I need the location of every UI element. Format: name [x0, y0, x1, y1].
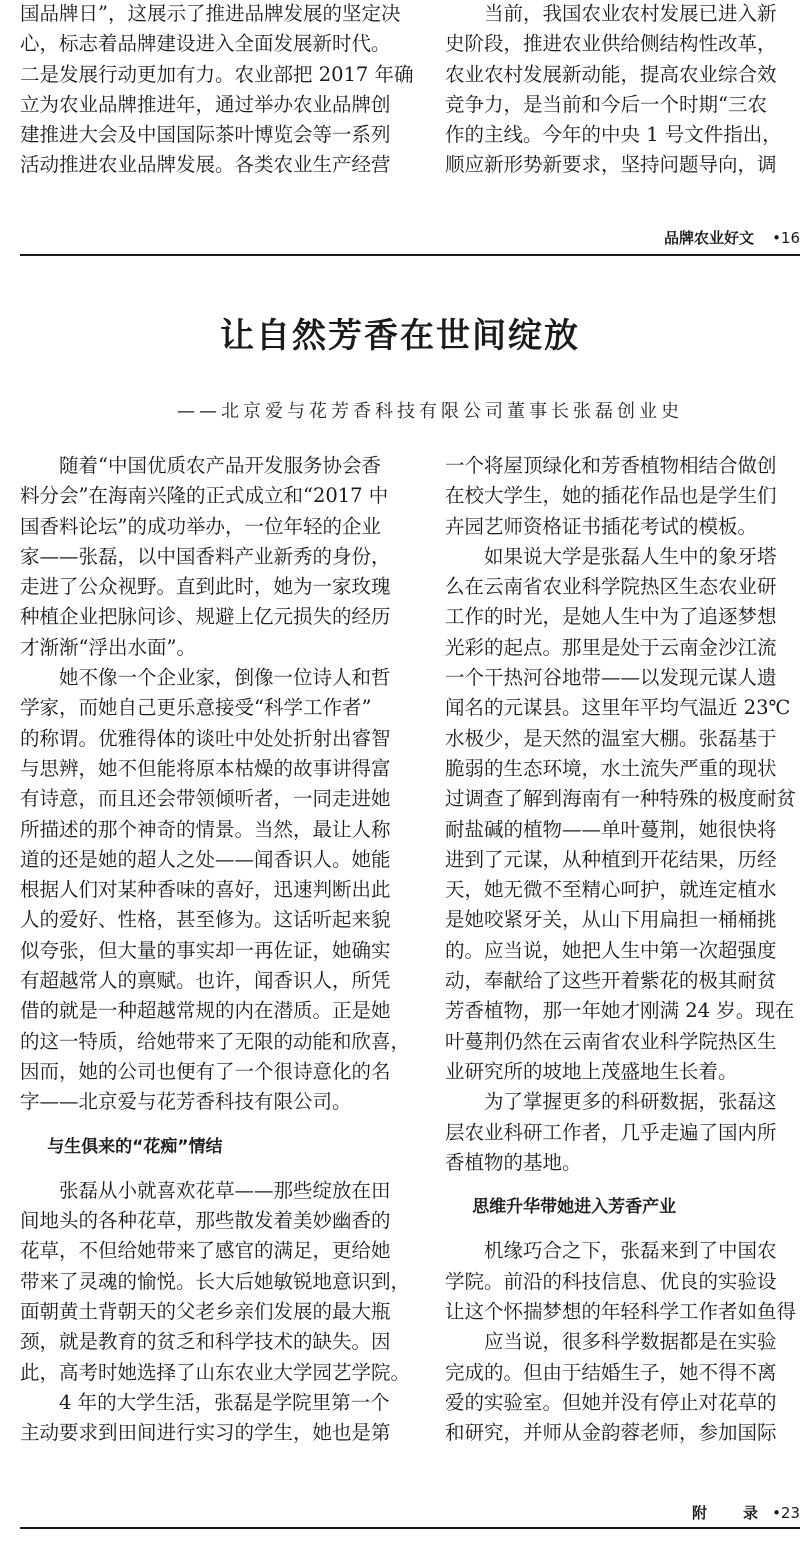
- running-footer-label: 附: [692, 1504, 708, 1522]
- text-line: 过调查了解到海南有一种特殊的极度耐贫: [445, 787, 797, 811]
- running-header: [664, 227, 800, 248]
- text-line: 么在云南省农业科学院热区生态农业研: [445, 575, 777, 599]
- text-line: 让这个怀揣梦想的年轻科学工作者如鱼得: [445, 1300, 797, 1324]
- text-line: 带来了灵魂的愉悦。长大后她敏锐地意识到，: [20, 1269, 411, 1293]
- text-line: 借的就是一种超越常规的内在潜质。正是她: [20, 999, 391, 1023]
- text-line: 一个将屋顶绿化和芳香植物相结合做创: [445, 454, 777, 477]
- text-line: 学家，而她自己更乐意接受“科学工作者”: [20, 696, 372, 720]
- text-line: 天，她无微不至精心呵护，就连定植水: [445, 878, 777, 902]
- text-line: 的称谓。优雅得体的谈吐中处处折射出睿智: [20, 726, 391, 750]
- text-line: 料分会”在海南兴隆的正式成立和“2017 中: [20, 484, 389, 508]
- text-line: 4 年的大学生活，张磊是学院里第一个: [59, 1390, 390, 1414]
- text-line: 是她咬紧牙关，从山下用扁担一桶桶挑: [445, 908, 777, 932]
- text-line: 叶蔓荆仍然在云南省农业科学院热区生: [445, 1029, 777, 1053]
- top-left-column: [20, 0, 415, 181]
- body-left-column: [20, 451, 415, 1449]
- text-line: 芳香植物，那一年她才刚满 24 岁。现在: [445, 999, 795, 1023]
- text-line: 面朝黄土背朝天的父老乡亲们发展的最大瓶: [20, 1300, 391, 1324]
- text-line: 颈，就是教育的贫乏和科学技术的缺失。因: [20, 1330, 391, 1354]
- text-line: 字——北京爱与花芳香科技有限公司。: [20, 1090, 352, 1114]
- running-footer: [692, 1502, 800, 1523]
- text-line: 家——张磊，以中国香料产业新秀的身份，: [20, 544, 391, 568]
- section-heading: 与生俱来的“花痴”情结: [47, 1136, 223, 1157]
- header-rule: [20, 254, 800, 256]
- running-header-section: 品牌农业好文: [664, 229, 755, 247]
- text-line: 立为农业品牌推进年，通过举办农业品牌创: [20, 92, 391, 116]
- text-line: 在校大学生，她的插花作品也是学生们: [445, 484, 777, 508]
- text-line: 有超越常人的禀赋。也许，闻香识人，所凭: [20, 969, 391, 993]
- running-footer-label: 录: [743, 1504, 759, 1522]
- text-line: 张磊从小就喜欢花草——那些绽放在田: [59, 1178, 391, 1202]
- article-subtitle: ——北京爱与花芳香科技有限公司董事长张磊创业史: [177, 401, 683, 422]
- text-line: 闻名的元谋县。这里年平均气温近 23℃: [445, 696, 791, 720]
- text-line: 心，标志着品牌建设进入全面发展新时代。: [20, 32, 391, 56]
- text-line: 作的主线。今年的中央 1 号文件指出，: [445, 123, 782, 147]
- text-line: 间地头的各种花草，那些散发着美妙幽香的: [20, 1209, 391, 1233]
- text-line: 的。应当说，她把人生中第一次超强度: [445, 938, 777, 962]
- page-number: •23: [772, 1504, 800, 1522]
- text-line: 才渐渐“浮出水面”。: [20, 635, 196, 659]
- text-line: 此，高考时她选择了山东农业大学园艺学院。: [20, 1360, 411, 1384]
- text-line: 人的爱好、性格，甚至修为。这话听起来貌: [20, 908, 391, 932]
- text-line: 一个干热河谷地带——以发现元谋人遗: [445, 666, 777, 690]
- text-line: 花草，不但给她带来了感官的满足，更给她: [20, 1239, 391, 1263]
- text-line: 卉园艺师资格证书插花考试的模板。: [445, 514, 758, 538]
- text-line: 与思辨，她不但能将原本枯燥的故事讲得富: [20, 756, 391, 780]
- text-line: 脆弱的生态环境，水土流失严重的现状: [445, 756, 777, 780]
- text-line: 层农业科研工作者，几乎走遍了国内所: [445, 1120, 777, 1144]
- text-line: 所描述的那个神奇的情景。当然，最让人称: [20, 817, 391, 841]
- text-line: 随着“中国优质农产品开发服务协会香: [59, 454, 381, 477]
- text-line: 耐盐碱的植物——单叶蔓荆，她很快将: [445, 817, 777, 841]
- text-line: 根据人们对某种香味的喜好，迅速判断出此: [20, 878, 391, 902]
- text-line: 学院。前沿的科技信息、优良的实验设: [445, 1269, 777, 1293]
- text-line: 当前，我国农业农村发展已进入新: [484, 2, 777, 25]
- text-line: 的这一特质，给她带来了无限的动能和欣喜，: [20, 1029, 411, 1053]
- text-line: 光彩的起点。那里是处于云南金沙江流: [445, 635, 777, 659]
- text-line: 农业农村发展新动能，提高农业综合效: [445, 62, 777, 86]
- text-line: 似夸张，但大量的事实却一再佐证，她确实: [20, 938, 391, 962]
- text-line: 因而，她的公司也便有了一个很诗意化的名: [20, 1059, 391, 1083]
- text-line: 香植物的基地。: [445, 1150, 582, 1174]
- text-line: 完成的。但由于结婚生子，她不得不离: [445, 1360, 777, 1384]
- text-line: 顺应新形势新要求，坚持问题导向，调: [445, 153, 777, 177]
- footer-rule: [20, 1527, 800, 1529]
- text-line: 水极少，是天然的温室大棚。张磊基于: [445, 726, 777, 750]
- text-line: 主动要求到田间进行实习的学生，她也是第: [20, 1421, 391, 1445]
- text-line: 爱的实验室。但她并没有停止对花草的: [445, 1390, 777, 1414]
- text-line: 二是发展行动更加有力。农业部把 2017 年确: [20, 62, 414, 86]
- section-heading: 思维升华带她进入芳香产业: [472, 1197, 677, 1218]
- text-line: 种植企业把脉问诊、规避上亿元损失的经历: [20, 605, 391, 629]
- text-line: 如果说大学是张磊人生中的象牙塔: [484, 544, 777, 568]
- text-line: 和研究，并师从金韵蓉老师，参加国际: [445, 1421, 777, 1445]
- text-line: 为了掌握更多的科研数据，张磊这: [484, 1090, 777, 1114]
- text-line: 工作的时光，是她人生中为了追逐梦想: [445, 605, 777, 629]
- text-line: 应当说，很多科学数据都是在实验: [484, 1330, 777, 1354]
- text-line: 走进了公众视野。直到此时，她为一家玫瑰: [20, 575, 391, 599]
- text-line: 竞争力，是当前和今后一个时期“三农: [445, 92, 767, 116]
- text-line: 她不像一个企业家，倒像一位诗人和哲: [59, 666, 391, 690]
- text-line: 业研究所的坡地上茂盛地生长着。: [445, 1059, 738, 1083]
- text-line: 机缘巧合之下，张磊来到了中国农: [484, 1239, 777, 1263]
- text-line: 史阶段，推进农业供给侧结构性改革，: [445, 32, 777, 56]
- text-line: 有诗意，而且还会带领倾听者，一同走进她: [20, 787, 391, 811]
- text-line: 建推进大会及中国国际茶叶博览会等一系列: [20, 123, 391, 147]
- text-line: 活动推进农业品牌发展。各类农业生产经营: [20, 153, 391, 177]
- text-line: 国品牌日”，这展示了推进品牌发展的坚定决: [20, 2, 401, 25]
- body-right-column: [445, 451, 800, 1449]
- top-right-column: [445, 0, 800, 181]
- text-line: 国香料论坛”的成功举办，一位年轻的企业: [20, 514, 381, 538]
- page-number: •16: [772, 229, 800, 247]
- article-title: 让自然芳香在世间绽放: [220, 316, 580, 356]
- text-line: 进到了元谋，从种植到开花结果，历经: [445, 847, 777, 871]
- text-line: 道的还是她的超人之处——闻香识人。她能: [20, 847, 391, 871]
- text-line: 动，奉献给了这些开着紫花的极其耐贫: [445, 969, 777, 993]
